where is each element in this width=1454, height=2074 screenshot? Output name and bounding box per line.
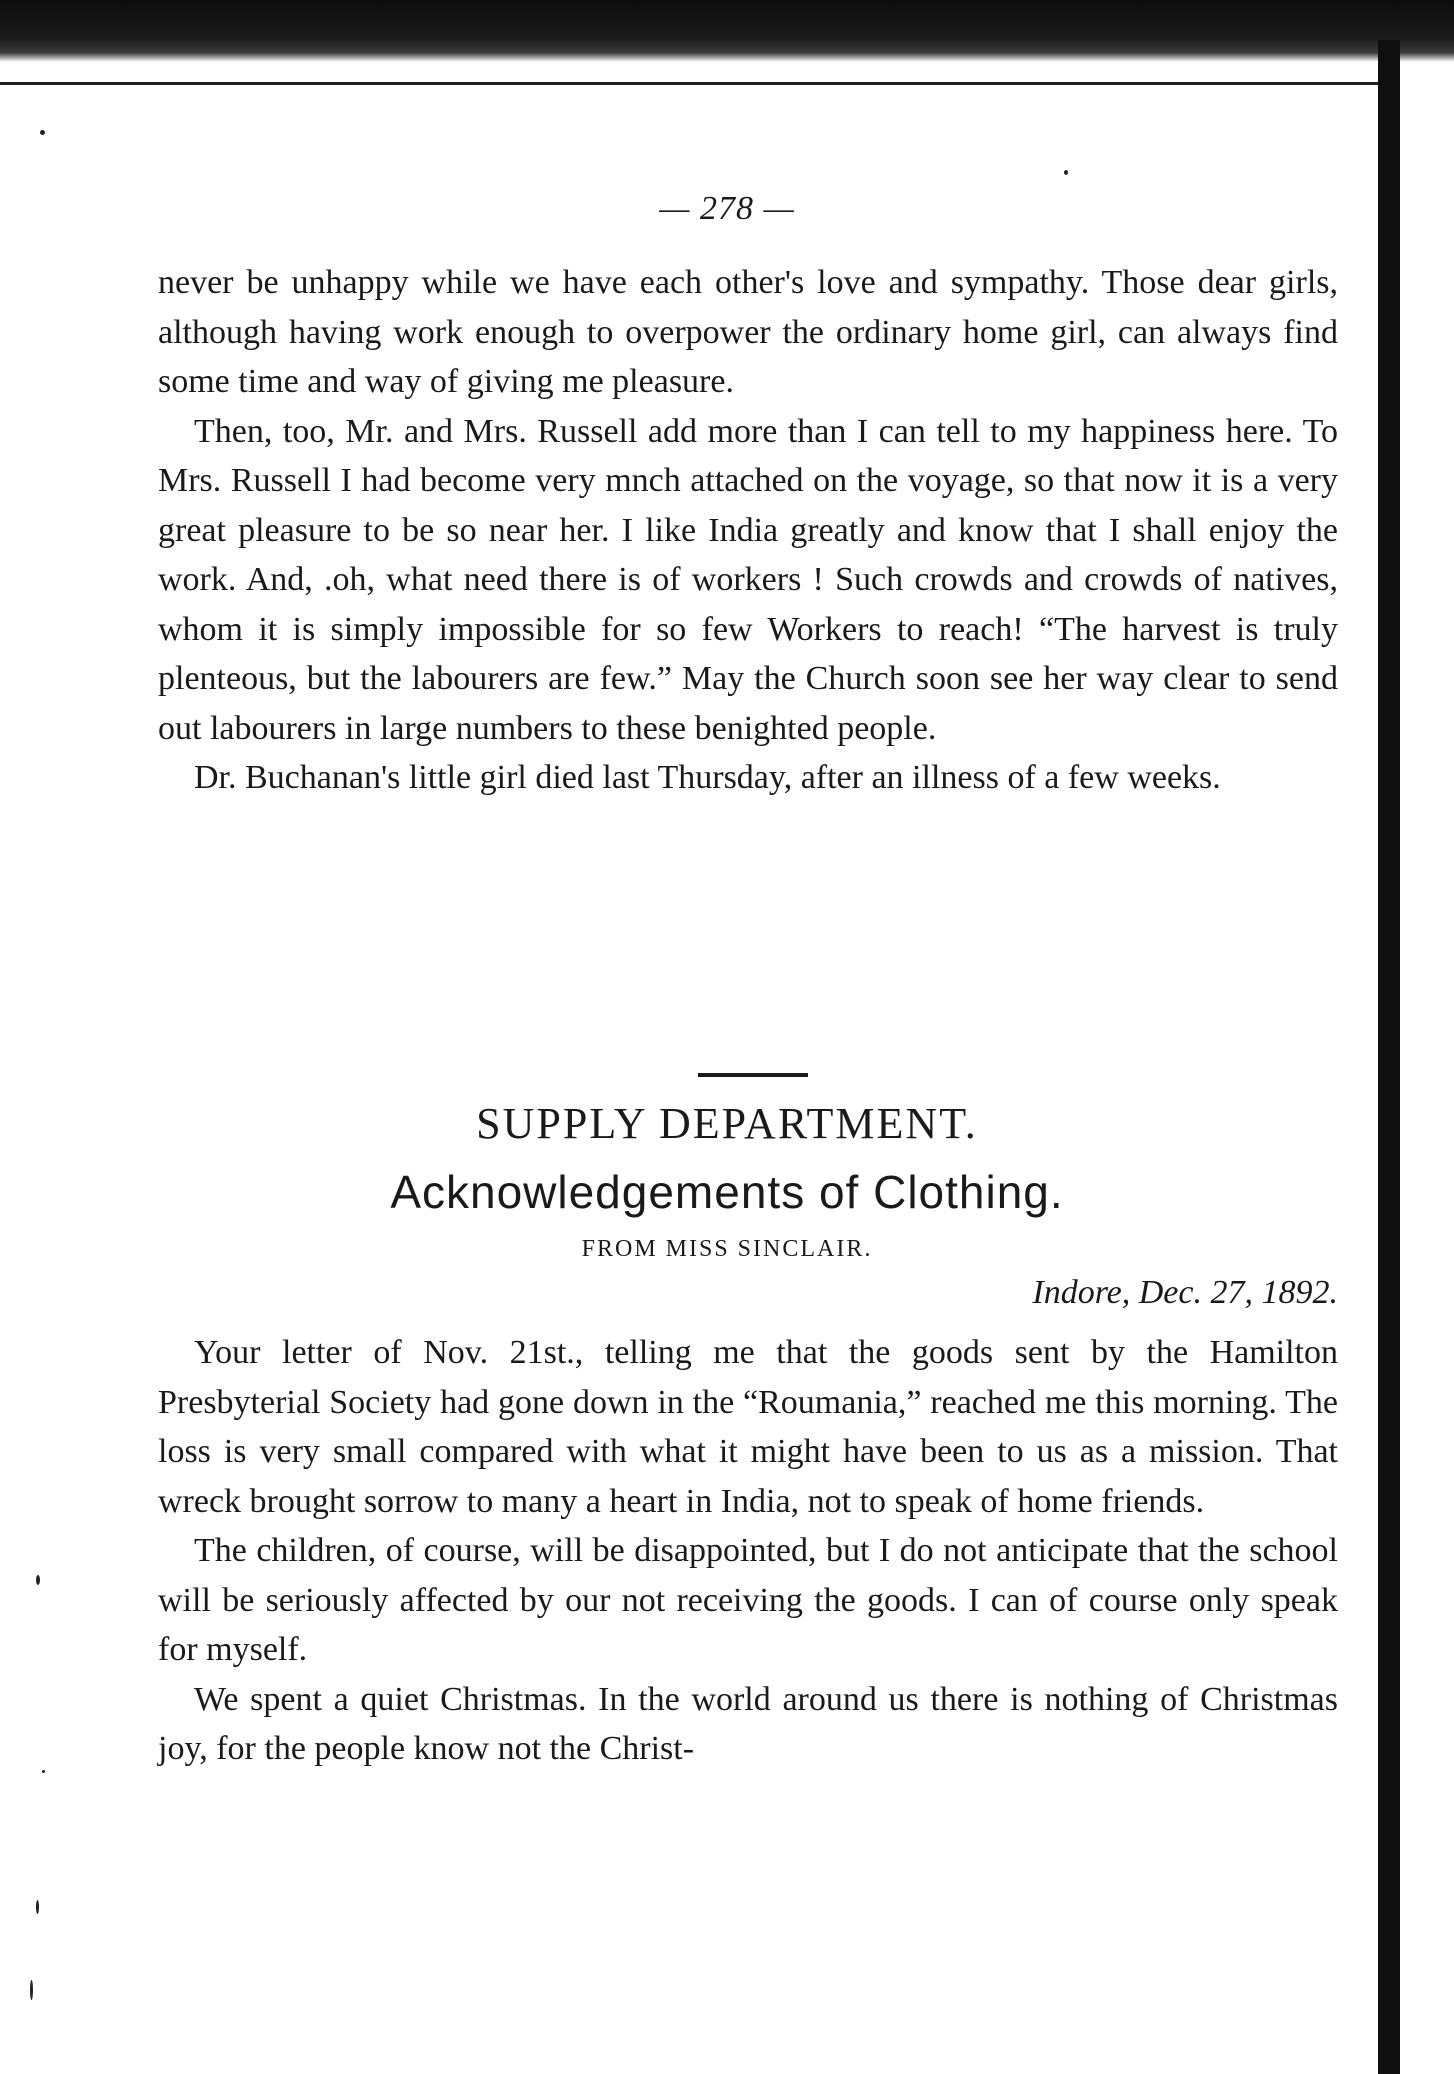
scan-speck [1064, 170, 1068, 175]
paragraph: never be unhappy while we have each other's love and sympathy. Those dear girls, although having work enough to overpower the ordinary home girl, can always find some time and way of giving me pleasure. [158, 264, 1338, 400]
paragraph: Then, too, Mr. and Mrs. Russell add more than I can tell to my happiness here. To Mrs. Russell I had become very mnch attached on the voyage, so that now it is a very great pleasure to be so near her. I like India greatly and know that I shall enjoy the work. And, .oh, what need there is of workers ! Such crowds and crowds of natives, whom it is simply impossible for so few Workers to reach! “The harvest is truly plenteous, but the labourers are few.” May the Church soon see her way clear to send out labourers in large numbers to these benighted people. [158, 412, 1338, 747]
paragraph: Dr. Buchanan's little girl died last Thursday, after an illness of a few weeks. [194, 759, 1221, 796]
scan-right-border [1378, 40, 1400, 2074]
page-number: — 278 — [659, 190, 795, 227]
paragraph: The children, of course, will be disappointed, but I do not anticipate that the school will be seriously affected by our not receiving the goods. I can of course only speak for myself. [158, 1532, 1338, 1668]
section-subtitle: Acknowledgements of Clothing. [390, 1166, 1064, 1218]
dateline: Indore, Dec. 27, 1892. [1032, 1274, 1338, 1311]
byline: FROM MISS SINCLAIR. [581, 1236, 873, 1262]
section-divider [698, 1073, 808, 1077]
letter-text [158, 1328, 1338, 1774]
section-title: SUPPLY DEPARTMENT. [476, 1099, 978, 1148]
intro-text [158, 258, 1338, 803]
scan-speck [40, 130, 45, 135]
paragraph: We spent a quiet Christmas. In the world around us there is nothing of Christmas joy, for the people know not the Christ- [158, 1680, 1338, 1767]
scan-speck [30, 1980, 33, 2000]
scan-speck [42, 1770, 45, 1773]
scan-top-border [0, 0, 1454, 62]
scan-top-rule [0, 82, 1400, 85]
paragraph: Your letter of Nov. 21st., telling me that the goods sent by the Hamilton Presbyterial Society had gone down in the “Roumania,” reached me this morning. The loss is very small compared with what it might have been to us as a mission. That wreck brought sorrow to many a heart in India, not to speak of home friends. [158, 1334, 1338, 1520]
scan-speck [36, 1575, 40, 1585]
scan-speck [36, 1900, 39, 1914]
